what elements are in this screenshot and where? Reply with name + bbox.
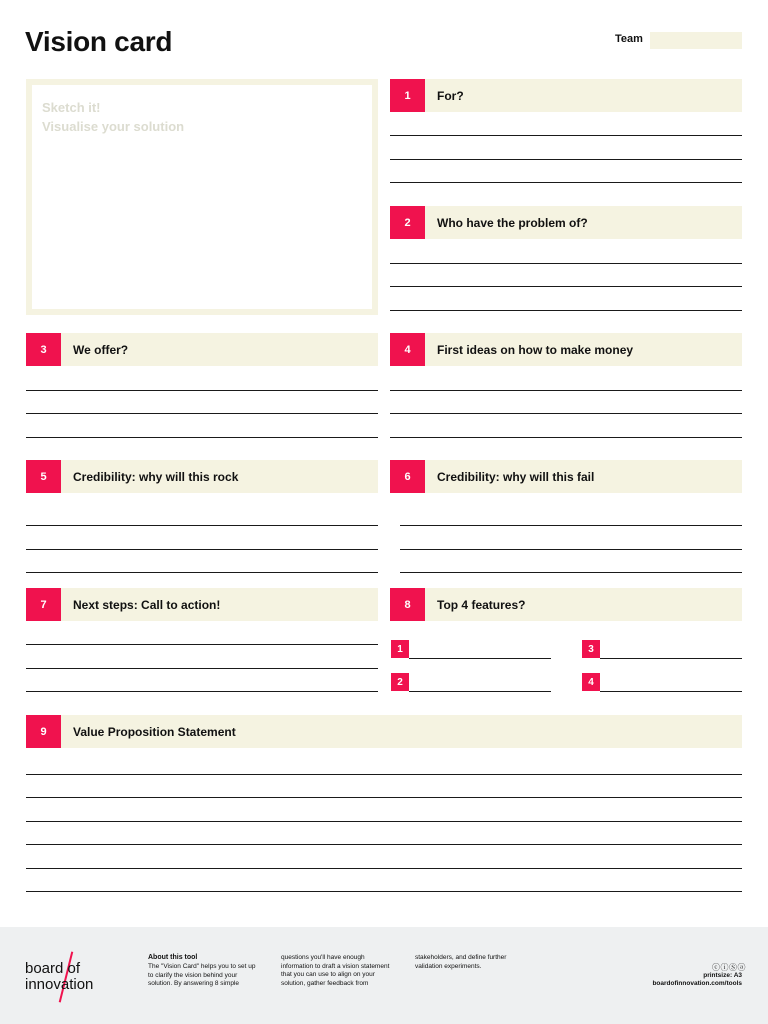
answer-line[interactable]	[26, 668, 378, 669]
answer-line[interactable]	[26, 644, 378, 645]
section-label: Credibility: why will this fail	[437, 469, 595, 484]
feature-number-badge: 3	[582, 640, 600, 658]
section-4-header	[390, 333, 742, 366]
section-number-badge: 4	[390, 333, 425, 366]
answer-line[interactable]	[26, 891, 742, 892]
section-8-header	[390, 588, 742, 621]
answer-line[interactable]	[390, 437, 742, 438]
logo-text-line-2: innovation	[25, 976, 94, 993]
answer-line[interactable]	[400, 549, 742, 550]
section-number-badge: 3	[26, 333, 61, 366]
feature-line[interactable]	[600, 691, 742, 692]
section-label: Top 4 features?	[437, 597, 526, 612]
section-2-header	[390, 206, 742, 239]
section-number-badge: 9	[26, 715, 61, 748]
section-number-badge: 1	[390, 79, 425, 112]
section-label: For?	[437, 88, 464, 103]
answer-line[interactable]	[26, 413, 378, 414]
section-number-badge: 2	[390, 206, 425, 239]
creative-commons-icon: ⓒⓘⓈⓐ	[712, 963, 746, 972]
about-text-col-3: stakeholders, and define further validation experiments.	[415, 954, 507, 970]
section-label: Next steps: Call to action!	[73, 597, 221, 612]
about-text-col-2: questions you'll have enough information to draft a vision statement that you can use to align on your solution, gather feedback from	[281, 954, 390, 987]
section-label: Credibility: why will this rock	[73, 469, 239, 484]
answer-line[interactable]	[390, 310, 742, 311]
answer-line[interactable]	[400, 525, 742, 526]
answer-line[interactable]	[26, 691, 378, 692]
section-5-header	[26, 460, 378, 493]
answer-line[interactable]	[390, 135, 742, 136]
answer-line[interactable]	[400, 572, 742, 573]
section-number-badge: 7	[26, 588, 61, 621]
about-title: About this tool	[148, 954, 198, 961]
board-of-innovation-logo	[25, 953, 125, 1003]
answer-line[interactable]	[26, 390, 378, 391]
answer-line[interactable]	[26, 797, 742, 798]
feature-number-badge: 4	[582, 673, 600, 691]
printsize-label: printsize: A3	[703, 972, 742, 979]
feature-number-badge: 2	[391, 673, 409, 691]
answer-line[interactable]	[26, 821, 742, 822]
feature-line[interactable]	[409, 658, 551, 659]
website-link[interactable]: boardofinnovation.com/tools	[652, 980, 742, 987]
answer-line[interactable]	[26, 572, 378, 573]
page-title: Vision card	[25, 26, 173, 57]
section-label: Value Proposition Statement	[73, 724, 236, 739]
sketch-title: Sketch it!	[42, 100, 101, 115]
section-9-header	[26, 715, 742, 748]
team-input[interactable]	[650, 32, 742, 49]
section-number-badge: 6	[390, 460, 425, 493]
answer-line[interactable]	[26, 774, 742, 775]
section-label: We offer?	[73, 342, 129, 357]
answer-line[interactable]	[390, 263, 742, 264]
answer-line[interactable]	[390, 286, 742, 287]
about-text-col-1: The "Vision Card" helps you to set up to clarify the vision behind your solution. By answering 8 simple	[148, 963, 256, 987]
answer-line[interactable]	[390, 390, 742, 391]
feature-line[interactable]	[600, 658, 742, 659]
team-label: Team	[615, 33, 643, 45]
feature-line[interactable]	[409, 691, 551, 692]
answer-line[interactable]	[26, 844, 742, 845]
section-number-badge: 5	[26, 460, 61, 493]
answer-line[interactable]	[26, 437, 378, 438]
answer-line[interactable]	[390, 413, 742, 414]
section-1-header	[390, 79, 742, 112]
section-6-header	[390, 460, 742, 493]
answer-line[interactable]	[390, 159, 742, 160]
answer-line[interactable]	[26, 549, 378, 550]
section-7-header	[26, 588, 378, 621]
sketch-subtitle: Visualise your solution	[42, 119, 185, 134]
feature-number-badge: 1	[391, 640, 409, 658]
section-number-badge: 8	[390, 588, 425, 621]
section-label: First ideas on how to make money	[437, 342, 634, 357]
section-3-header	[26, 333, 378, 366]
logo-text-line-1: board of	[25, 960, 81, 977]
sketch-area[interactable]	[26, 79, 378, 315]
footer	[0, 927, 768, 1024]
answer-line[interactable]	[26, 525, 378, 526]
answer-line[interactable]	[26, 868, 742, 869]
section-label: Who have the problem of?	[437, 215, 588, 230]
answer-line[interactable]	[390, 182, 742, 183]
